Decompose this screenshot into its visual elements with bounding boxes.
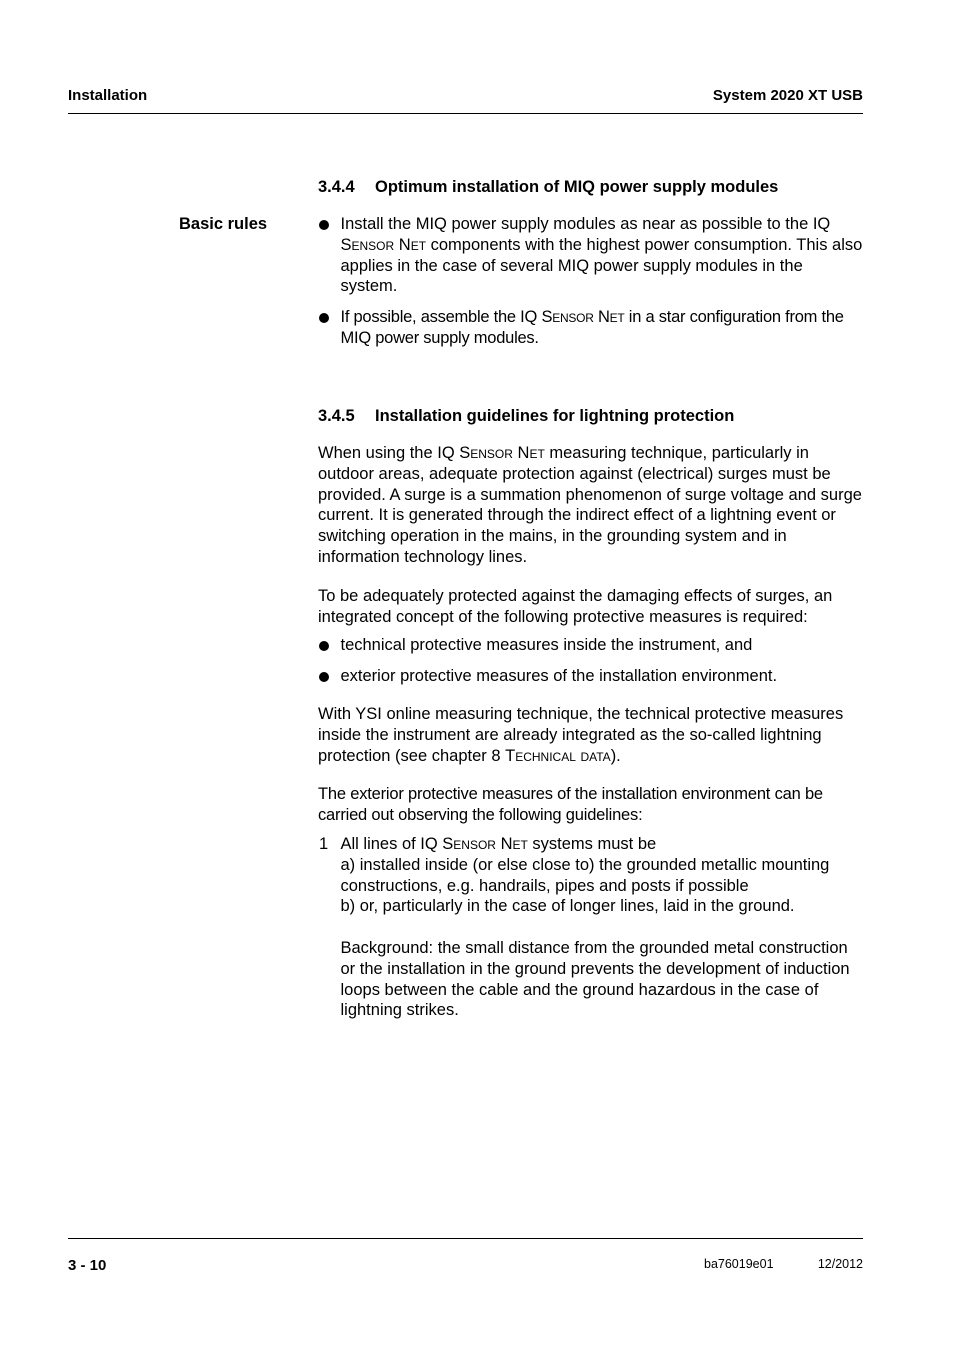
paragraph-exterior-measures: The exterior protective measures of the installation environment can be carried out observing the following guidelines: [318,785,823,824]
running-header-right: System 2020 XT USB [712,87,863,104]
side-label-basic-rules: Basic rules [179,215,268,233]
document-date: 12/2012 [817,1257,863,1271]
section-title: Optimum installation of MIQ power supply modules [375,178,779,196]
item-lead: All lines of IQ Sensor Net systems must be [340,835,657,853]
item-line-b: b) or, particularly in the case of longer lines, laid in the ground. [340,897,795,916]
bullet-item [318,307,863,349]
numbered-item [318,834,863,1021]
section-number: 3.4.4 [318,178,355,196]
header-rule [68,113,863,114]
running-header-left: Installation [68,87,148,104]
bullet-icon [319,220,329,230]
paragraph-protection-concept: To be adequately protected against the damaging effects of surges, an integrated concept of the following protective measures is required: [318,587,833,626]
bullet-icon [319,672,329,682]
bullet-icon [319,641,329,651]
bullet-item [318,635,863,656]
footer-rule [68,1238,863,1239]
item-background: Background: the small distance from the grounded metal construction or the installation in the ground prevents the development of induction loops between the cable and the ground hazardous in the case of lightning strikes. [340,938,850,1020]
paragraph-ysi-technique: With YSI online measuring technique, the technical protective measures inside the instrument are already integrated as the so-called lightning protection (see chapter 8 Technical data). [318,705,844,765]
section-heading-3-4-5 [318,406,863,426]
document-id: ba76019e01 [704,1257,774,1271]
paragraph-surge-intro: When using the IQ Sensor Net measuring technique, particularly in outdoor areas, adequate protection against (electrical) surges must be provided. A surge is a summation phenomenon of surge voltage and surge current. It is generated through the indirect effect of a lightning event or switching operation in the mains, in the grounding system and in information technology lines. [318,444,862,566]
item-number: 1 [319,835,329,853]
item-line-a: a) installed inside (or else close to) the grounded metallic mounting constructions, e.g. handrails, pipes and posts if possible [340,855,830,895]
section-number: 3.4.5 [318,407,355,425]
section-heading-3-4-4 [318,177,863,197]
bullet-text: exterior protective measures of the installation environment. [340,667,778,685]
page-number: 3 - 10 [68,1257,107,1274]
bullet-text: technical protective measures inside the instrument, and [340,636,753,654]
bullet-text: If possible, assemble the IQ Sensor Net in a star configuration from the MIQ power supply modules. [340,308,844,347]
item-text [341,834,864,1021]
bullet-icon [319,313,329,323]
bullet-text: Install the MIQ power supply modules as near as possible to the IQ Sensor Net components with the highest power consumption. This also applies in the case of several MIQ power supply modules in the system. [340,215,863,296]
bullet-item [318,214,863,297]
section-title: Installation guidelines for lightning protection [375,407,735,425]
bullet-item [318,666,863,687]
